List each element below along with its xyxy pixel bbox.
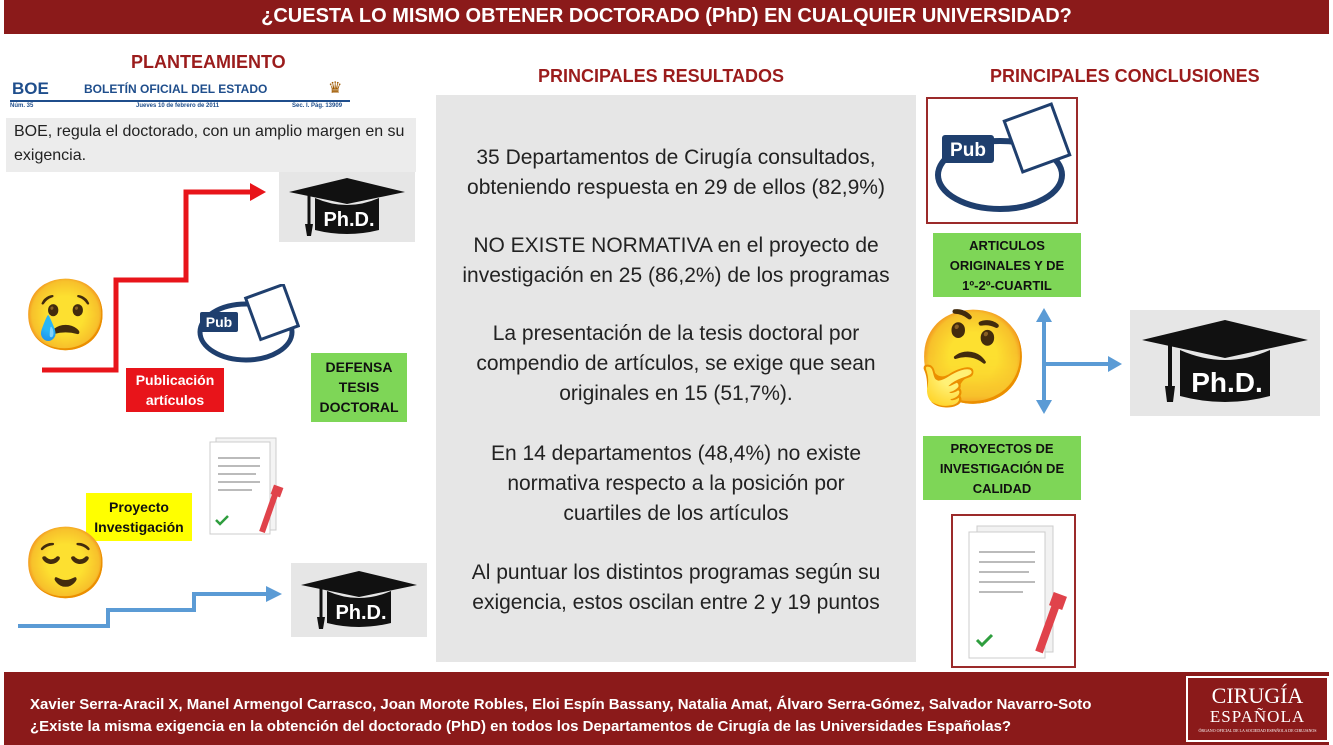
result-item-5: Al puntuar los distintos programas según su exigencia, estos oscilan entre 2 y 19 puntos: [471, 561, 881, 614]
pub-text: Pub: [205, 314, 233, 330]
phd-graduation-cap-top: [279, 172, 415, 242]
coat-of-arms-icon: ♛: [328, 80, 343, 97]
pub-text: Pub: [950, 140, 986, 161]
results-panel: [436, 95, 916, 662]
footer: [4, 672, 1329, 745]
phd-text: Ph.D.: [1191, 367, 1263, 398]
boe-header: [10, 78, 350, 114]
pub-box: [926, 97, 1078, 224]
thinking-face-icon: 🤔: [916, 307, 1031, 409]
graduation-cap-icon: [291, 563, 427, 637]
footer-question: ¿Existe la misma exigencia en la obtención del doctorado (PhD) en todos los Departamentos de Cirugía de las Universidades Españolas?: [30, 718, 1012, 735]
result-item-2: NO EXISTE NORMATIVA en el proyecto de investigación en 25 (86,2%) de los programas: [462, 234, 890, 287]
boe-num: Núm. 35: [10, 103, 34, 109]
sad-face-icon: 😢: [22, 276, 110, 354]
document-box: [951, 514, 1076, 668]
planteamiento-title: PLANTEAMIENTO: [131, 52, 286, 72]
boe-logo: BOE: [12, 79, 49, 98]
boe-date: Jueves 10 de febrero de 2011: [136, 103, 220, 109]
proyecto-investigacion-label: Proyecto Investigación: [86, 493, 192, 541]
result-item-1: 35 Departamentos de Cirugía consultados, obteniendo respuesta en 29 de ellos (82,9%): [467, 146, 885, 199]
document-icon: [953, 516, 1074, 666]
articulos-originales-label: ARTICULOS ORIGINALES Y DE 1º-2º-CUARTIL: [933, 233, 1081, 297]
graduation-cap-icon: [1130, 310, 1320, 416]
footer-authors: Xavier Serra-Aracil X, Manel Armengol Carrasco, Joan Morote Robles, Eloi Espín Bassany, Natalia Amat, Álvaro Serra-Gómez, Salvador Navarro-Soto: [30, 696, 1092, 713]
pub-icon: [196, 284, 300, 364]
boe-sec: Sec. I. Pág. 13909: [292, 103, 343, 109]
logo-line-1: CIRUGÍA: [1211, 683, 1304, 708]
boe-description: BOE, regula el doctorado, con un amplio margen en su exigencia.: [6, 118, 416, 172]
decision-arrows: [1026, 306, 1126, 418]
phd-graduation-cap-bottom: [291, 563, 427, 637]
document-icon: [202, 434, 284, 542]
logo-line-2: ESPAÑOLA: [1209, 707, 1306, 726]
relieved-face-icon: 😌: [22, 524, 110, 602]
cirugia-espanola-logo: [1186, 676, 1329, 742]
phd-graduation-cap-right: [1130, 310, 1320, 416]
phd-text: Ph.D.: [335, 602, 387, 624]
graduation-cap-icon: [279, 172, 415, 242]
proyectos-investigacion-label: PROYECTOS DE INVESTIGACIÓN DE CALIDAD: [923, 436, 1081, 500]
pub-icon: [928, 99, 1076, 222]
result-item-4: En 14 departamentos (48,4%) no existe normativa respecto a la posición por cuartiles de los artículos: [490, 442, 862, 525]
logo-subtitle: ÓRGANO OFICIAL DE LA SOCIEDAD ESPAÑOLA DE CIRUJANOS: [1198, 728, 1317, 733]
blue-step-arrow: [16, 580, 286, 632]
result-item-3: La presentación de la tesis doctoral por compendio de artículos, se exige que sean originales en 15 (51,7%).: [476, 322, 876, 405]
boe-header-title: BOLETÍN OFICIAL DEL ESTADO: [84, 82, 268, 96]
page-title: ¿CUESTA LO MISMO OBTENER DOCTORADO (PhD) EN CUALQUIER UNIVERSIDAD?: [4, 0, 1329, 34]
phd-text: Ph.D.: [323, 209, 375, 231]
defensa-tesis-label: DEFENSA TESIS DOCTORAL: [311, 353, 407, 422]
conclusiones-title: PRINCIPALES CONCLUSIONES: [990, 66, 1260, 86]
publicacion-articulos-label: Publicación artículos: [126, 368, 224, 412]
boe-divider: [10, 100, 350, 102]
resultados-title: PRINCIPALES RESULTADOS: [538, 66, 785, 86]
